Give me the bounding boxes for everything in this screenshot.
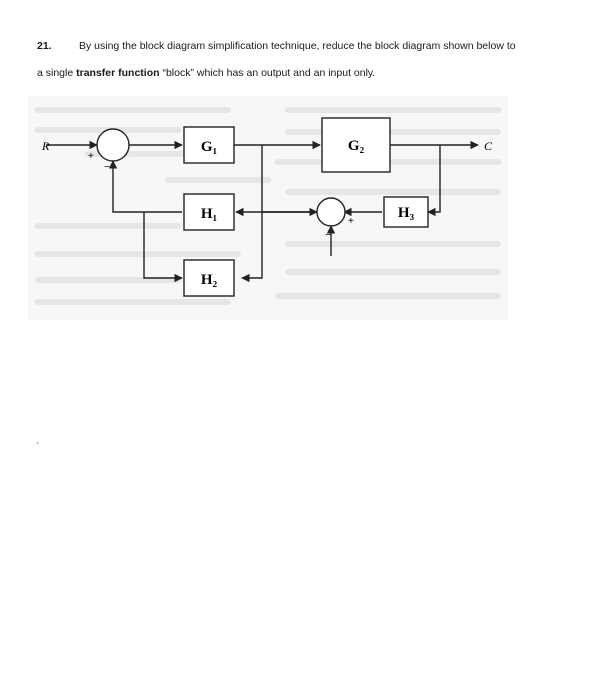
question-line-1 [37, 33, 597, 60]
question-line-2 [37, 60, 597, 87]
block-h3-label: H₃ [397, 205, 415, 221]
block-h1-label: H₁ [200, 206, 218, 222]
block-h2-label: H₂ [200, 272, 218, 288]
wire-h1-feedback [113, 161, 182, 212]
block-g2-label: G₂ [347, 138, 365, 154]
question-number: 21. [37, 40, 52, 52]
block-g1-label: G₁ [200, 139, 218, 155]
summing-junction-1 [97, 129, 129, 161]
sum1-minus-sign: − [104, 162, 110, 173]
stray-mark: ˎ [36, 434, 40, 445]
wire-sum1-h2 [144, 212, 182, 278]
sum2-plus-sign: + [348, 216, 354, 227]
question-line-2-post: “block” which has an output and an input only. [159, 67, 376, 79]
question-line-1-text: By using the block diagram simplification technique, reduce the block diagram shown below to [79, 40, 516, 52]
question-text [37, 33, 597, 87]
summing-junction-2 [317, 198, 345, 226]
block-diagram [28, 96, 508, 320]
input-label: R [42, 139, 50, 153]
question-bold-term: transfer function [76, 67, 160, 79]
wire-pickoff-output [428, 145, 440, 212]
output-label: C [484, 139, 493, 153]
question-line-2-pre: a single [37, 67, 77, 79]
sum2-minus-sign: − [325, 230, 331, 241]
sum1-plus-sign: + [88, 151, 94, 162]
diagram-svg [28, 96, 508, 320]
